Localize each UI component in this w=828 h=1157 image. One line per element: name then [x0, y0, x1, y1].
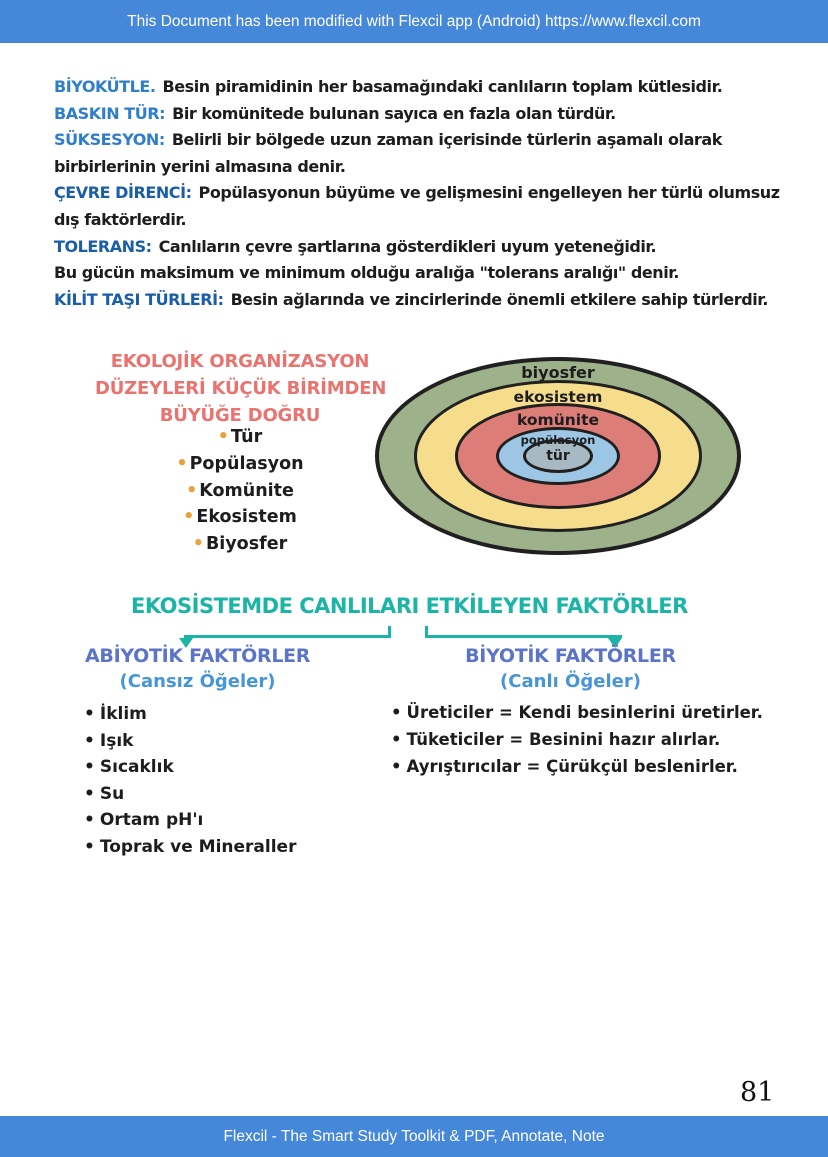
abiotic-list: [84, 701, 296, 861]
organization-heading-line: DÜZEYLERİ KÜÇÜK BİRİMDEN: [95, 378, 387, 399]
definition-kilit-tasi: [54, 287, 786, 314]
bullet-icon: •: [84, 730, 95, 751]
bullet-icon: •: [391, 703, 402, 722]
list-item: [391, 726, 763, 753]
list-item: [95, 424, 385, 451]
abiotic-item: Toprak ve Mineraller: [99, 836, 297, 857]
page-number: 81: [740, 1077, 775, 1108]
biotic-title: BİYOTİK FAKTÖRLER: [465, 645, 676, 667]
level-label: Popülasyon: [189, 453, 304, 474]
abiotic-subheading: [85, 644, 310, 694]
abiotic-item: Su: [99, 783, 125, 804]
ring-label-komunite: komünite: [517, 411, 599, 429]
abiotic-item: Işık: [99, 730, 134, 751]
list-item: [84, 834, 296, 861]
definition-text: Bu gücün maksimum ve minimum olduğu aralığa "tolerans aralığı" denir.: [54, 263, 680, 283]
abiotic-item: İklim: [99, 704, 147, 724]
list-item: [95, 451, 385, 478]
list-item: [95, 531, 385, 558]
level-label: Biyosfer: [205, 534, 288, 555]
list-item: [84, 701, 296, 728]
abiotic-item: Sıcaklık: [99, 757, 174, 778]
flexcil-top-banner: [0, 0, 828, 43]
biotic-item: Ayrıştırıcılar = Çürükçül beslenirler.: [406, 757, 738, 776]
biotic-item: Üreticiler = Kendi besinlerini üretirler.: [406, 703, 763, 722]
bullet-icon: •: [183, 507, 195, 528]
definition-term: KİLİT TAŞI TÜRLERİ:: [54, 289, 224, 309]
ecological-levels-diagram: [376, 356, 740, 552]
list-item: [84, 807, 296, 834]
organization-heading: [95, 348, 385, 429]
definition-cevre-direnci: [54, 180, 786, 233]
bullet-icon: •: [391, 730, 402, 749]
definition-tolerans: [54, 234, 786, 261]
biotic-subtitle: (Canlı Öğeler): [500, 671, 641, 692]
definition-term: BASKIN TÜR:: [54, 103, 166, 123]
bullet-icon: •: [391, 757, 402, 776]
definition-text: Bir komünitede bulunan sayıca en fazla olan türdür.: [172, 103, 616, 123]
ring-label-biyosfer: biyosfer: [521, 363, 595, 382]
definition-term: BİYOKÜTLE.: [54, 77, 156, 96]
bracket-right-line: [425, 635, 622, 638]
definition-term: ÇEVRE DİRENCİ:: [54, 183, 192, 203]
bullet-icon: •: [84, 836, 95, 857]
definition-term: SÜKSESYON:: [54, 130, 165, 150]
bullet-icon: •: [217, 427, 229, 447]
bracket-left-line: [184, 635, 391, 638]
level-label: Komünite: [199, 480, 294, 501]
definition-biyokutle: [54, 74, 786, 101]
bullet-icon: •: [84, 783, 95, 804]
bullet-icon: •: [84, 810, 95, 831]
biotic-subheading: [463, 644, 678, 694]
abiotic-item: Ortam pH'ı: [99, 810, 204, 831]
list-item: [391, 699, 763, 726]
definitions-block: [54, 74, 786, 313]
organization-heading-line: BÜYÜĞE DOĞRU: [159, 405, 321, 426]
bullet-icon: •: [186, 480, 198, 501]
flexcil-bottom-banner-text: Flexcil - The Smart Study Toolkit & PDF, Annotate, Note: [223, 1127, 605, 1145]
biotic-item: Tüketiciler = Besinini hazır alırlar.: [406, 730, 721, 749]
definition-text: Canlıların çevre şartlarına gösterdikleri uyum yeteneğidir.: [158, 236, 657, 256]
definition-text: Besin ağlarında ve zincirlerinde önemli etkilere sahip türlerdir.: [230, 289, 769, 309]
definition-suksesyon: [54, 127, 786, 180]
biotic-list: [391, 699, 763, 780]
level-label: Ekosistem: [196, 507, 297, 528]
definition-text: Popülasyonun büyüme ve gelişmesini engelleyen her türlü olumsuz dış faktörlerdir.: [54, 183, 780, 229]
abiotic-subtitle: (Cansız Öğeler): [119, 671, 276, 692]
list-item: [95, 504, 385, 531]
definition-tolerans-note: [54, 260, 786, 287]
bullet-icon: •: [192, 534, 204, 555]
abiotic-title: ABİYOTİK FAKTÖRLER: [85, 645, 311, 667]
organization-levels-list: [95, 424, 385, 558]
flexcil-bottom-banner: [0, 1116, 828, 1157]
bullet-icon: •: [176, 453, 188, 474]
flexcil-top-banner-text: This Document has been modified with Flexcil app (Android) https://www.flexcil.com: [127, 12, 701, 30]
organization-heading-line: EKOLOJİK ORGANİZASYON: [110, 351, 370, 372]
factors-heading: EKOSİSTEMDE CANLILARI ETKİLEYEN FAKTÖRLER: [131, 594, 688, 618]
level-label: Tür: [230, 427, 263, 447]
list-item: [84, 728, 296, 755]
definition-text: Besin piramidinin her basamağındaki canlıların toplam kütlesidir.: [162, 77, 723, 96]
ring-label-tur: tür: [546, 448, 570, 464]
ring-label-ekosistem: ekosistem: [513, 388, 603, 406]
list-item: [391, 753, 763, 780]
list-item: [95, 478, 385, 505]
definition-text: Belirli bir bölgede uzun zaman içerisinde türlerin aşamalı olarak birbirlerinin yerini almasına denir.: [54, 130, 722, 176]
definition-baskin-tur: [54, 101, 786, 128]
bullet-icon: •: [84, 704, 95, 724]
definition-term: TOLERANS:: [54, 236, 152, 256]
list-item: [84, 781, 296, 808]
ring-label-populasyon: popülasyon: [520, 433, 596, 447]
bullet-icon: •: [84, 757, 95, 778]
list-item: [84, 754, 296, 781]
